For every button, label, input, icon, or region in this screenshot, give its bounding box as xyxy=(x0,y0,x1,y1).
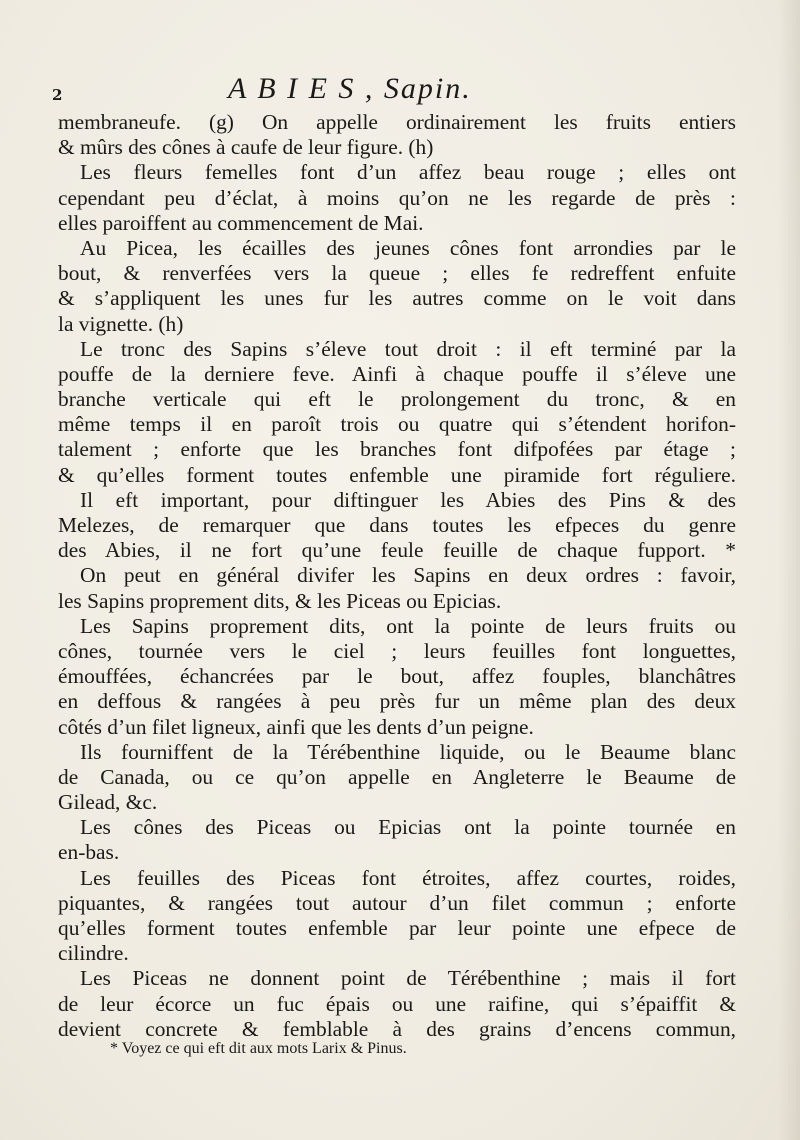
text-line: Le tronc des Sapins s’éleve tout droit : il eft terminé par la xyxy=(80,336,736,361)
running-title: A B I E S , Sapin. xyxy=(228,72,472,105)
text-line: de leur écorce un fuc épais ou une raifine, qui s’épaiffit & xyxy=(58,991,736,1016)
page-number: 2 xyxy=(52,86,63,104)
text-line: devient concrete & femblable à des grains d’encens commun, xyxy=(58,1016,736,1041)
text-line: Les Sapins proprement dits, ont la pointe de leurs fruits ou xyxy=(80,613,736,638)
text-line: même temps il en paroît trois ou quatre qui s’étendent horifon- xyxy=(58,412,736,437)
text-line: On peut en général divifer les Sapins en deux ordres : favoir, xyxy=(80,563,736,588)
text-line: elles paroiffent au commencement de Mai. xyxy=(58,210,424,235)
body-text xyxy=(58,110,736,1042)
text-line: cilindre. xyxy=(58,941,129,966)
text-line: côtés d’un filet ligneux, ainfi que les dents d’un peigne. xyxy=(58,714,534,739)
text-line: Les feuilles des Piceas font étroites, affez courtes, roides, xyxy=(80,865,736,890)
text-line: & s’appliquent les unes fur les autres comme on le voit dans xyxy=(58,286,736,311)
text-line: bout, & renverfées vers la queue ; elles fe redreffent enfuite xyxy=(58,261,736,286)
text-line: Les Piceas ne donnent point de Térébenthine ; mais il fort xyxy=(80,966,736,991)
page-header xyxy=(48,72,748,106)
text-line: en-bas. xyxy=(58,840,120,865)
text-line: les Sapins proprement dits, & les Piceas ou Epicias. xyxy=(58,588,502,613)
text-line: Il eft important, pour diftinguer les Abies des Pins & des xyxy=(80,487,736,512)
text-line: Au Picea, les écailles des jeunes cônes font arrondies par le xyxy=(80,235,736,260)
text-line: piquantes, & rangées tout autour d’un filet commun ; enforte xyxy=(58,890,736,915)
page-edge-shadow xyxy=(778,0,800,1140)
text-line: talement ; enforte que les branches font difpofées par étage ; xyxy=(58,437,736,462)
text-line: & mûrs des cônes à caufe de leur figure. (h) xyxy=(58,135,434,160)
text-line: de Canada, ou ce qu’on appelle en Angleterre le Beaume de xyxy=(58,764,736,789)
text-line: Melezes, de remarquer que dans toutes les efpeces du genre xyxy=(58,513,736,537)
text-line: Ils fourniffent de la Térébenthine liquide, ou le Beaume blanc xyxy=(80,739,736,764)
text-line: branche verticale qui eft le prolongement du tronc, & en xyxy=(58,387,736,412)
text-line: membraneufe. (g) On appelle ordinairement les fruits entiers xyxy=(58,110,736,134)
text-line: en deffous & rangées à peu près fur un même plan des deux xyxy=(58,689,736,714)
text-line: qu’elles forment toutes enfemble par leur pointe une efpece de xyxy=(58,916,736,940)
text-line: cônes, tournée vers le ciel ; leurs feuilles font longuettes, xyxy=(58,638,736,663)
text-line: émouffées, échancrées par le bout, affez fouples, blanchâtres xyxy=(58,664,736,689)
footnote: * Voyez ce qui eft dit aux mots Larix & Pinus. xyxy=(110,1040,407,1057)
text-line: pouffe de la derniere feve. Ainfi à chaque pouffe il s’éleve une xyxy=(58,361,736,386)
text-line: Les cônes des Piceas ou Epicias ont la pointe tournée en xyxy=(80,815,736,840)
text-line: la vignette. (h) xyxy=(58,311,184,336)
text-line: & qu’elles forment toutes enfemble une piramide fort réguliere. xyxy=(58,462,736,487)
text-line: Les fleurs femelles font d’un affez beau rouge ; elles ont xyxy=(80,160,736,185)
text-line: Gilead, &c. xyxy=(58,790,158,815)
text-line: des Abies, il ne fort qu’une feule feuille de chaque fupport. * xyxy=(58,538,736,563)
text-line: cependant peu d’éclat, à moins qu’on ne les regarde de près : xyxy=(58,185,736,210)
